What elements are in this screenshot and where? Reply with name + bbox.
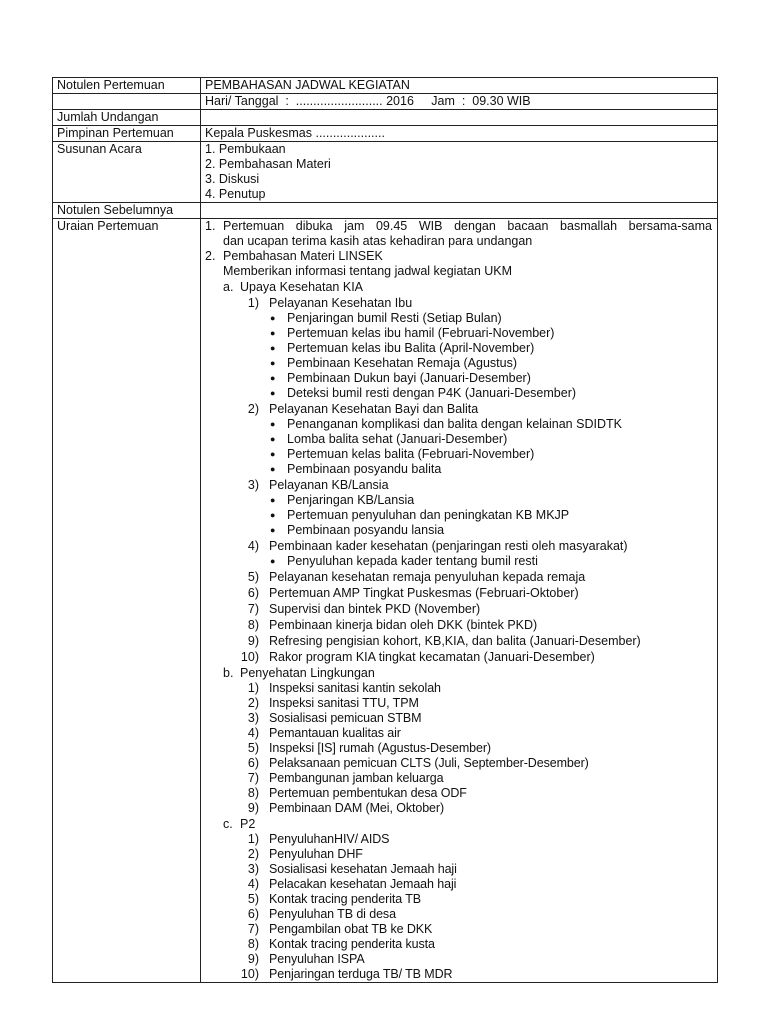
item-number: 1) [247, 681, 259, 695]
meeting-title: PEMBAHASAN JADWAL KEGIATAN [205, 78, 410, 92]
bullet-text: Pertemuan kelas ibu hamil (Februari-November) [287, 326, 555, 340]
item-text: Sosialisasi pemicuan STBM [269, 711, 422, 725]
item-text: Penjaringan terduga TB/ TB MDR [269, 967, 453, 981]
point-2 [205, 249, 712, 264]
row-notulen-sebelumnya [53, 203, 718, 219]
label-notulen-pertemuan: Notulen Pertemuan [53, 78, 201, 94]
agenda-item: 3. Diskusi [205, 172, 260, 186]
bullet-text: Pembinaan posyandu lansia [287, 523, 445, 537]
section-title: Upaya Kesehatan KIA [240, 280, 363, 294]
item-text: Pelayanan KB/Lansia [269, 478, 389, 492]
item-text: Pertemuan pembentukan desa ODF [269, 786, 467, 800]
bullet-dot-icon: ● [270, 328, 276, 338]
item-number: 2) [247, 696, 259, 710]
bullet-text: Lomba balita sehat (Januari-Desember) [287, 432, 508, 446]
sections-list [205, 280, 712, 982]
label-pimpinan-pertemuan: Pimpinan Pertemuan [53, 126, 201, 142]
list-item [205, 402, 712, 417]
item-text: Sosialisasi kesehatan Jemaah haji [269, 862, 457, 876]
agenda-list [201, 142, 718, 203]
item-number: 7) [247, 922, 259, 936]
agenda-item: 2. Pembahasan Materi [205, 157, 331, 171]
minutes-table [52, 77, 718, 983]
list-item [205, 726, 712, 741]
bullet-dot-icon: ● [270, 373, 276, 383]
item-text: Pembangunan jamban keluarga [269, 771, 444, 785]
bullet-dot-icon: ● [270, 358, 276, 368]
item-number: 4) [247, 726, 259, 740]
bullet-dot-icon: ● [270, 343, 276, 353]
list-item [205, 922, 712, 937]
row-jumlah-undangan [53, 110, 718, 126]
bullet-text: Pembinaan posyandu balita [287, 462, 442, 476]
bullet-dot-icon: ● [270, 510, 276, 520]
item-text: Pelayanan Kesehatan Bayi dan Balita [269, 402, 479, 416]
bullet-dot-icon: ● [270, 419, 276, 429]
item-text: Penyuluhan ISPA [269, 952, 365, 966]
item-text: PenyuluhanHIV/ AIDS [269, 832, 390, 846]
bullet-text: Pembinaan Dukun bayi (Januari-Desember) [287, 371, 531, 385]
list-item [205, 618, 712, 633]
item-text: Pertemuan AMP Tingkat Puskesmas (Februari-Oktober) [269, 586, 579, 600]
item-number: 9) [247, 801, 259, 815]
value-jumlah-undangan [201, 110, 718, 126]
item-number: 6) [247, 907, 259, 921]
bullet-item [205, 447, 712, 462]
item-text: Pemantauan kualitas air [269, 726, 401, 740]
bullet-text: Penjaringan bumil Resti (Setiap Bulan) [287, 311, 502, 325]
row-susunan-acara [53, 142, 718, 203]
label-notulen-sebelumnya: Notulen Sebelumnya [53, 203, 201, 219]
item-text: Inspeksi sanitasi TTU, TPM [269, 696, 419, 710]
item-text: Penyuluhan DHF [269, 847, 363, 861]
item-text: Pelayanan kesehatan remaja penyuluhan kepada remaja [269, 570, 586, 584]
bullet-text: Pertemuan kelas ibu Balita (April-November) [287, 341, 535, 355]
item-number: 4) [247, 877, 259, 891]
item-number: 8) [247, 937, 259, 951]
point-1-line-1: Pertemuan dibuka jam 09.45 WIB dengan bacaan basmallah bersama-sama [223, 219, 712, 233]
bullet-item [205, 508, 712, 523]
bullet-dot-icon: ● [270, 434, 276, 444]
bullet-item [205, 326, 712, 341]
item-text: Refresing pengisian kohort, KB,KIA, dan balita (Januari-Desember) [269, 634, 641, 648]
list-item [205, 681, 712, 696]
label-susunan-acara: Susunan Acara [53, 142, 201, 203]
item-text: Kontak tracing penderita TB [269, 892, 422, 906]
bullet-item [205, 554, 712, 569]
list-item [205, 711, 712, 726]
item-text: Supervisi dan bintek PKD (November) [269, 602, 481, 616]
bullet-text: Penjaringan KB/Lansia [287, 493, 415, 507]
item-number: 5) [247, 741, 259, 755]
item-text: Pembinaan kader kesehatan (penjaringan resti oleh masyarakat) [269, 539, 628, 553]
list-item [205, 786, 712, 801]
bullet-item [205, 417, 712, 432]
item-text: Pelayanan Kesehatan Ibu [269, 296, 413, 310]
item-number: 3) [247, 862, 259, 876]
bullet-item [205, 341, 712, 356]
point-number: 1. [205, 219, 216, 233]
value-notulen-sebelumnya [201, 203, 718, 219]
bullet-dot-icon: ● [270, 495, 276, 505]
label-jumlah-undangan: Jumlah Undangan [53, 110, 201, 126]
list-item [205, 937, 712, 952]
bullet-item [205, 356, 712, 371]
list-item [205, 586, 712, 601]
list-item [205, 877, 712, 892]
section-marker: c. [223, 817, 233, 831]
list-item [205, 296, 712, 311]
bullet-text: Pembinaan Kesehatan Remaja (Agustus) [287, 356, 517, 370]
list-item [205, 952, 712, 967]
row-date-time [53, 94, 718, 110]
item-text: Inspeksi sanitasi kantin sekolah [269, 681, 441, 695]
label-uraian-pertemuan: Uraian Pertemuan [53, 219, 201, 983]
section-heading [205, 817, 712, 832]
bullet-dot-icon: ● [270, 556, 276, 566]
bullet-item [205, 432, 712, 447]
item-number: 7) [247, 771, 259, 785]
section-title: Penyehatan Lingkungan [240, 666, 375, 680]
bullet-text: Pertemuan penyuluhan dan peningkatan KB MKJP [287, 508, 570, 522]
item-number: 5) [247, 892, 259, 906]
point-2-title: Pembahasan Materi LINSEK [223, 249, 383, 263]
section-marker: a. [223, 280, 234, 294]
item-number: 4) [247, 539, 259, 553]
list-item [205, 602, 712, 617]
item-text: Rakor program KIA tingkat kecamatan (Januari-Desember) [269, 650, 595, 664]
item-number: 10) [240, 650, 259, 664]
item-number: 7) [247, 602, 259, 616]
section-heading [205, 280, 712, 295]
point-number: 2. [205, 249, 216, 263]
list-item [205, 741, 712, 756]
list-item [205, 801, 712, 816]
bullet-item [205, 371, 712, 386]
list-item [205, 892, 712, 907]
minutes-document [52, 77, 718, 983]
item-number: 8) [247, 618, 259, 632]
bullet-text: Penanganan komplikasi dan balita dengan kelainan SDIDTK [287, 417, 622, 431]
bullet-text: Deteksi bumil resti dengan P4K (Januari-Desember) [287, 386, 577, 400]
date-time-line: Hari/ Tanggal : ......................... 2016 Jam : 09.30 WIB [205, 94, 531, 108]
item-number: 6) [247, 586, 259, 600]
list-item [205, 967, 712, 982]
list-item [205, 696, 712, 711]
agenda-item: 1. Pembukaan [205, 142, 286, 156]
row-pimpinan-pertemuan [53, 126, 718, 142]
point-2-intro: Memberikan informasi tentang jadwal kegiatan UKM [223, 264, 513, 278]
bullet-text: Pertemuan kelas balita (Februari-November) [287, 447, 535, 461]
bullet-dot-icon: ● [270, 449, 276, 459]
item-text: Pengambilan obat TB ke DKK [269, 922, 433, 936]
bullet-item [205, 386, 712, 401]
bullet-item [205, 523, 712, 538]
item-number: 10) [240, 967, 259, 981]
item-text: Pelaksanaan pemicuan CLTS (Juli, September-Desember) [269, 756, 589, 770]
item-text: Pembinaan kinerja bidan oleh DKK (bintek PKD) [269, 618, 538, 632]
item-text: Pelacakan kesehatan Jemaah haji [269, 877, 457, 891]
uraian-content [201, 219, 718, 983]
list-item [205, 862, 712, 877]
item-number: 9) [247, 952, 259, 966]
list-item [205, 634, 712, 649]
list-item [205, 771, 712, 786]
section-title: P2 [240, 817, 256, 831]
row-uraian-pertemuan [53, 219, 718, 983]
item-text: Pembinaan DAM (Mei, Oktober) [269, 801, 445, 815]
item-text: Inspeksi [IS] rumah (Agustus-Desember) [269, 741, 491, 755]
row-notulen-pertemuan [53, 78, 718, 94]
list-item [205, 832, 712, 847]
bullet-item [205, 311, 712, 326]
list-item [205, 570, 712, 585]
bullet-dot-icon: ● [270, 388, 276, 398]
bullet-dot-icon: ● [270, 464, 276, 474]
section-marker: b. [223, 666, 234, 680]
item-number: 9) [247, 634, 259, 648]
list-item [205, 847, 712, 862]
list-item [205, 650, 712, 665]
bullet-dot-icon: ● [270, 313, 276, 323]
bullet-dot-icon: ● [270, 525, 276, 535]
point-1 [205, 219, 712, 249]
value-pimpinan-pertemuan: Kepala Puskesmas .................... [201, 126, 718, 142]
point-1-line-2: dan ucapan terima kasih atas kehadiran para undangan [223, 234, 533, 248]
item-text: Penyuluhan TB di desa [269, 907, 396, 921]
item-number: 6) [247, 756, 259, 770]
item-number: 2) [247, 402, 259, 416]
bullet-text: Penyuluhan kepada kader tentang bumil resti [287, 554, 538, 568]
item-number: 2) [247, 847, 259, 861]
item-number: 8) [247, 786, 259, 800]
bullet-item [205, 493, 712, 508]
list-item [205, 756, 712, 771]
section-heading [205, 666, 712, 681]
list-item [205, 907, 712, 922]
list-item [205, 478, 712, 493]
item-number: 1) [247, 296, 259, 310]
item-text: Kontak tracing penderita kusta [269, 937, 435, 951]
list-item [205, 539, 712, 554]
agenda-item: 4. Penutup [205, 187, 266, 201]
bullet-item [205, 462, 712, 477]
item-number: 5) [247, 570, 259, 584]
item-number: 3) [247, 711, 259, 725]
item-number: 1) [247, 832, 259, 846]
item-number: 3) [247, 478, 259, 492]
